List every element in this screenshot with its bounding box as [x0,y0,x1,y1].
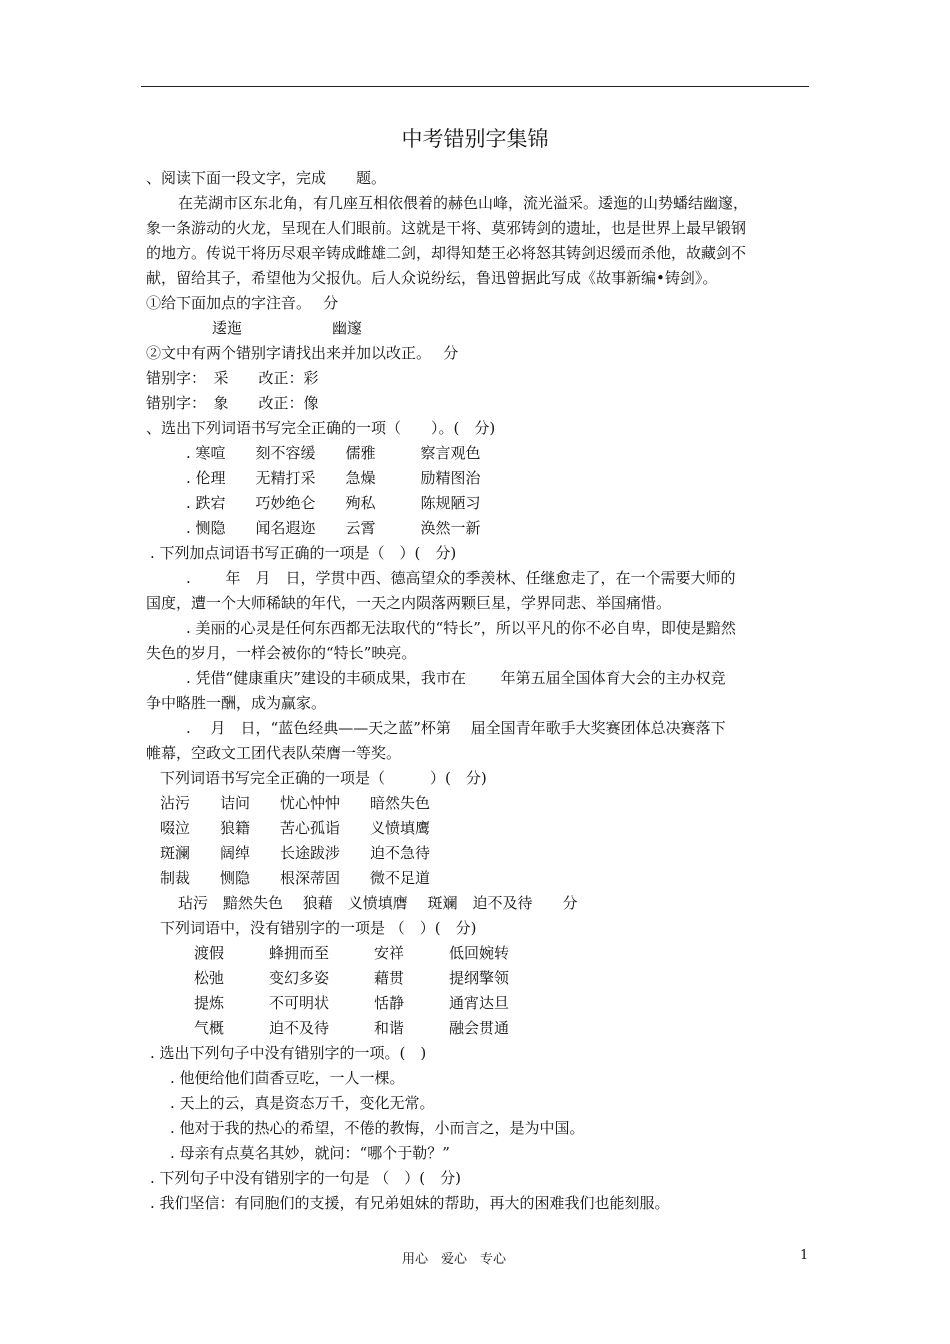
text-line: 象一条游动的火龙，呈现在人们眼前。这就是干将、莫邪铸剑的遗址，也是世界上最早锻钢 [146,219,747,237]
text-line: 、阅读下面一段文字，完成 题。 [146,169,387,187]
text-line: 国度，遭一个大师稀缺的年代，一天之内陨落两颗巨星，学界同悲、举国痛惜。 [146,594,672,612]
text-line: ②文中有两个错别字请找出来并加以改正。 分 [146,344,459,362]
text-line: . 凭借“健康重庆”建设的丰硕成果，我市在 年第五届全国体育大会的主办权竞 [186,669,726,687]
header-rule [141,86,809,87]
text-line: . 恻隐 闻名遐迩 云霄 涣然一新 [186,519,481,537]
text-line: ①给下面加点的字注音。 分 [146,294,339,312]
text-line: . 年 月 日，学贯中西、德高望众的季羡林、任继愈走了，在一个需要大师的 [186,569,736,587]
text-line: 啜泣 狼籍 苦心孤诣 义愤填鹰 [160,819,431,837]
text-line: 渡假 蜂拥而至 安祥 低回婉转 [194,944,510,962]
text-line: 逶迤 幽邃 [212,319,363,337]
text-line: 下列词语中，没有错别字的一项是 （ ）( 分) [160,919,477,937]
text-line: . 我们坚信：有同胞们的支援，有兄弟姐妹的帮助，再大的困难我们也能刻服。 [150,1194,670,1212]
text-line: . 选出下列句子中没有错别字的一项。( ) [150,1044,427,1062]
text-line: . 伦理 无精打采 急燥 励精图治 [186,469,481,487]
text-line: 制裁 恻隐 根深蒂固 微不足道 [160,869,431,887]
text-line: 提炼 不可明状 恬静 通宵达旦 [194,994,510,1012]
text-line: . 跌宕 巧妙绝仑 殉私 陈规陋习 [186,494,481,512]
text-line: 沾污 诘问 忧心忡忡 暗然失色 [160,794,431,812]
text-line: . 他便给他们茴香豆吃，一人一棵。 [170,1069,405,1087]
page-number: 1 [800,1248,809,1263]
text-line: 玷污 黯然失色 狼藉 义愤填膺 斑斓 迫不及待 分 [178,894,578,912]
text-line: . 母亲有点莫名其妙，就问：“哪个于勒？” [170,1144,450,1162]
text-line: . 天上的云，真是资态万千，变化无常。 [170,1094,435,1112]
text-line: . 寒喧 刻不容缓 儒雅 察言观色 [186,444,481,462]
text-line: 下列词语书写完全正确的一项是（ ）( 分) [160,769,487,787]
text-line: 在芜湖市区东北角，有几座互相依偎着的赫色山峰，流光溢采。逶迤的山势蟠结幽邃， [178,194,749,212]
text-line: 错别字： 象 改正：像 [146,394,319,412]
text-line: . 美丽的心灵是任何东西都无法取代的“特长”，所以平凡的你不必自卑，即使是黯然 [186,619,736,637]
text-line: 的地方。传说干将历尽艰辛铸成雌雄二剑，却得知楚王必将怒其铸剑迟缓而杀他，故藏剑不 [146,244,747,262]
text-line: 斑澜 阔绰 长途跋涉 迫不急待 [160,844,431,862]
text-line: 、选出下列词语书写完全正确的一项（ ）。( 分) [146,419,496,437]
text-line: . 下列加点词语书写正确的一项是（ ）( 分) [150,544,457,562]
text-line: . 月 日，“蓝色经典——天之蓝”杯第 届全国青年歌手大奖赛团体总决赛落下 [186,719,726,737]
page-title: 中考错别字集锦 [401,127,549,151]
text-line: . 他对于我的热心的希望，不倦的教悔，小而言之，是为中国。 [170,1119,585,1137]
text-line: 失色的岁月，一样会被你的“特长”映亮。 [146,644,417,662]
text-line: 献，留给其子，希望他为父报仇。后人众说纷纭，鲁迅曾据此写成《故事新编•铸剑》。 [146,269,718,287]
text-line: 错别字： 采 改正：彩 [146,369,319,387]
text-line: . 下列句子中没有错别字的一句是 （ ）( 分) [150,1169,462,1187]
footer-text: 用心 爱心 专心 [402,1252,507,1267]
text-line: 松弛 变幻多姿 藉贯 提纲擎领 [194,969,510,987]
text-line: 气概 迫不及待 和谐 融会贯通 [194,1019,510,1037]
text-line: 帷幕，空政文工团代表队荣膺一等奖。 [146,744,402,762]
text-line: 争中略胜一酬，成为赢家。 [146,694,327,712]
